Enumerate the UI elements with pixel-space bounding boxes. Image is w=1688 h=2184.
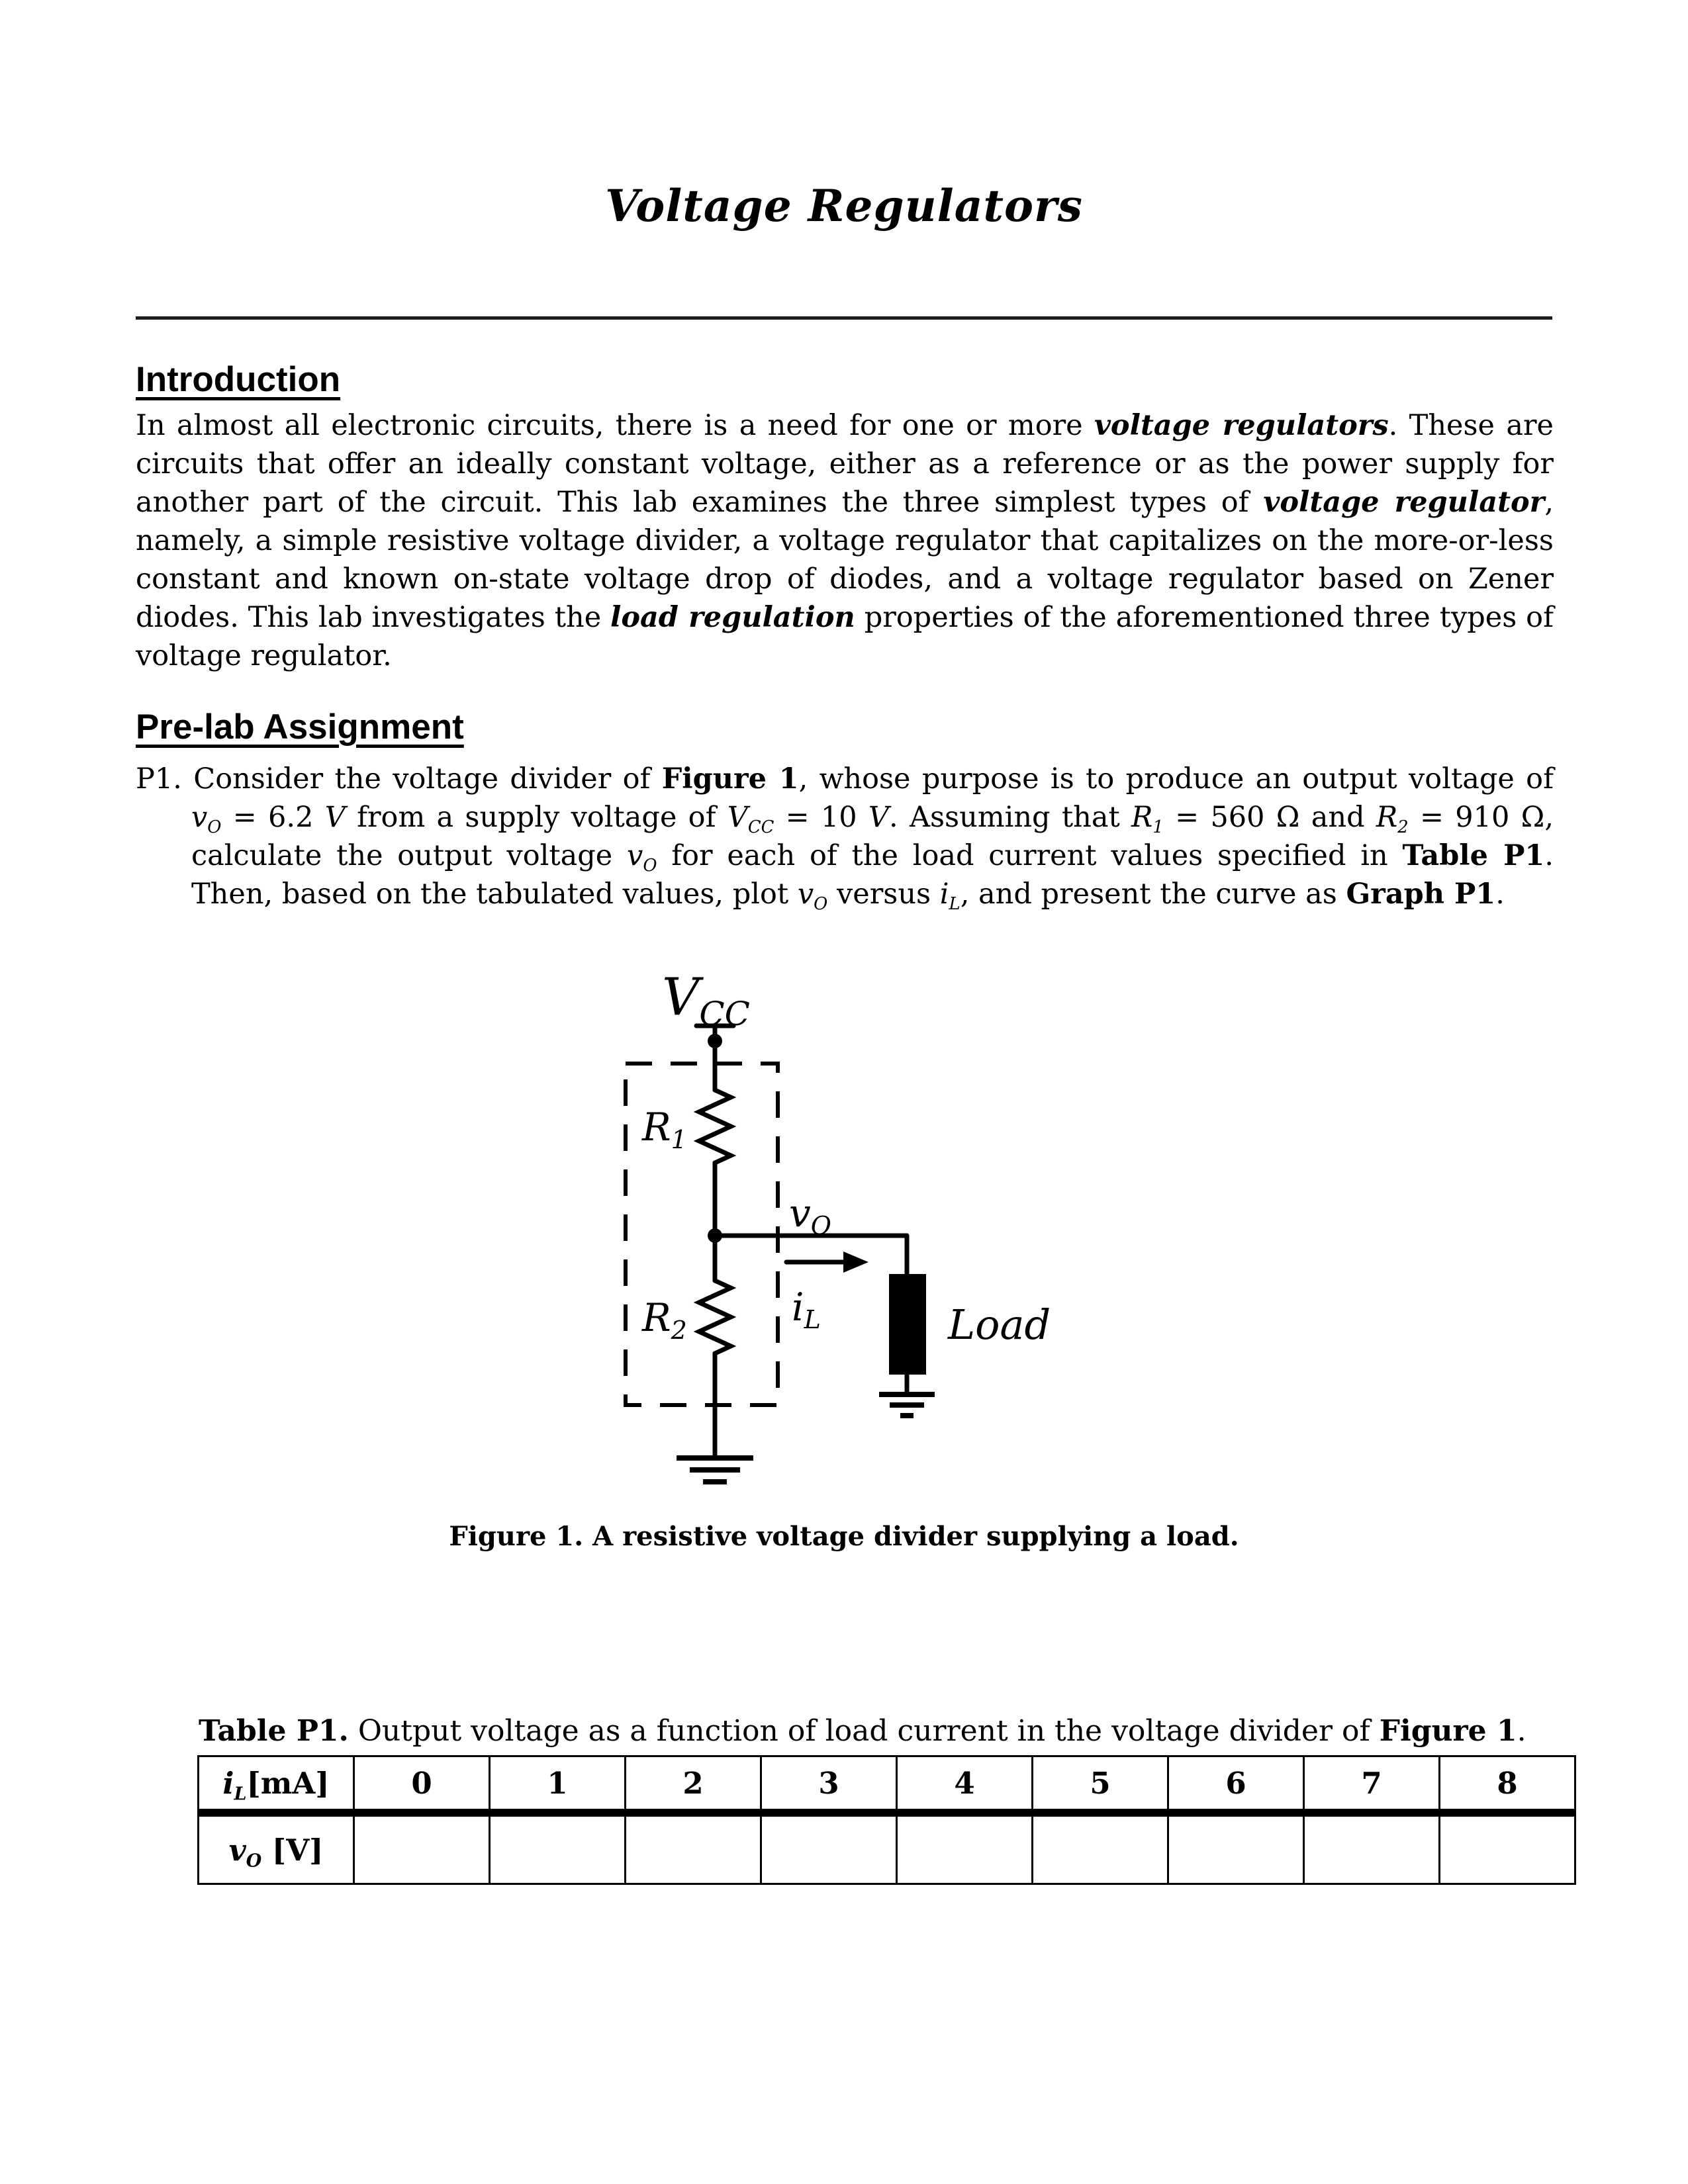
introduction-paragraph: In almost all electronic circuits, there is a need for one or more voltage regulators. These are circuits that offer an ideally constant voltage, either as a reference or as the power supply for another part of the circuit. This lab examines the three simplest types of voltage regulator, namely, a simple resistive voltage divider, a voltage regulator that capitalizes on the more-or-less constant and known on-state voltage drop of diodes, and a voltage regulator based on Zener diodes. This lab investigates the load regulation properties of the aforementioned three types of voltage regulator. — [136, 409, 1554, 672]
node-vcc — [708, 1034, 722, 1048]
table-header-cell: 3 — [761, 1756, 897, 1813]
ground-symbol-load — [879, 1394, 935, 1416]
table-header-cell: 7 — [1304, 1756, 1440, 1813]
table-header-row — [199, 1756, 1575, 1813]
prelab-heading: Pre-lab Assignment — [136, 707, 464, 747]
current-arrow-head — [843, 1251, 868, 1273]
page-title: Voltage Regulators — [605, 180, 1083, 232]
table-header-cell: 6 — [1168, 1756, 1304, 1813]
node-output — [708, 1228, 722, 1243]
resistor-r1 — [699, 1090, 731, 1163]
vo-label: $v_O$ — [789, 1191, 831, 1240]
introduction-heading: Introduction — [136, 360, 341, 399]
table-value-cell — [354, 1813, 490, 1884]
table-value-cell — [490, 1813, 626, 1884]
table-header-cell: 5 — [1033, 1756, 1168, 1813]
figure-caption: Figure 1. A resistive voltage divider supplying a load. — [449, 1521, 1239, 1552]
resistor-r2 — [699, 1281, 731, 1353]
circuit-figure — [569, 963, 1165, 1509]
table-header-cell: 0 — [354, 1756, 490, 1813]
table-value-cell — [897, 1813, 1033, 1884]
table-value-cell — [1033, 1813, 1168, 1884]
table-value-cell — [761, 1813, 897, 1884]
ground-symbol-divider — [677, 1458, 753, 1482]
table-value-row — [199, 1813, 1575, 1884]
table-value-cell — [626, 1813, 761, 1884]
table-header-label-cell: $i_L[mA]$ — [199, 1756, 354, 1813]
table-header-cell: 4 — [897, 1756, 1033, 1813]
r2-label: $R_2$ — [642, 1295, 687, 1345]
load-label: Load — [948, 1300, 1051, 1349]
table-header-cell: 1 — [490, 1756, 626, 1813]
table-value-cell — [1440, 1813, 1575, 1884]
r1-label: $R_1$ — [642, 1105, 687, 1154]
table-value-cell — [1304, 1813, 1440, 1884]
table-header-cell: 8 — [1440, 1756, 1575, 1813]
table-value-cell — [1168, 1813, 1304, 1884]
table-row-label-cell: $v_O$ [V] — [199, 1813, 354, 1884]
prelab-p1-paragraph: P1. Consider the voltage divider of Figure 1, whose purpose is to produce an output voltage of $v_O = 6.2$ V from a supply voltage of $V_{CC} = 10$ V. Assuming that $R_1 = 560$ Ω and $R_2 = 910$ Ω, calculate the output voltage $v_O$ for each of the load current values specified in Table P1. Then, based on the tabulated values, plot $v_O$ versus $i_L$, and present the curve as Graph P1. — [136, 762, 1554, 915]
title-divider — [136, 316, 1552, 320]
table-caption: Table P1. Output voltage as a function of load current in the voltage divider of Figure 1. — [199, 1714, 1526, 1748]
vcc-label: $V_{CC}$ — [662, 968, 750, 1033]
table-header-cell: 2 — [626, 1756, 761, 1813]
il-label: $i_L$ — [792, 1285, 821, 1334]
table-p1 — [197, 1755, 1576, 1885]
load-block — [889, 1274, 926, 1375]
